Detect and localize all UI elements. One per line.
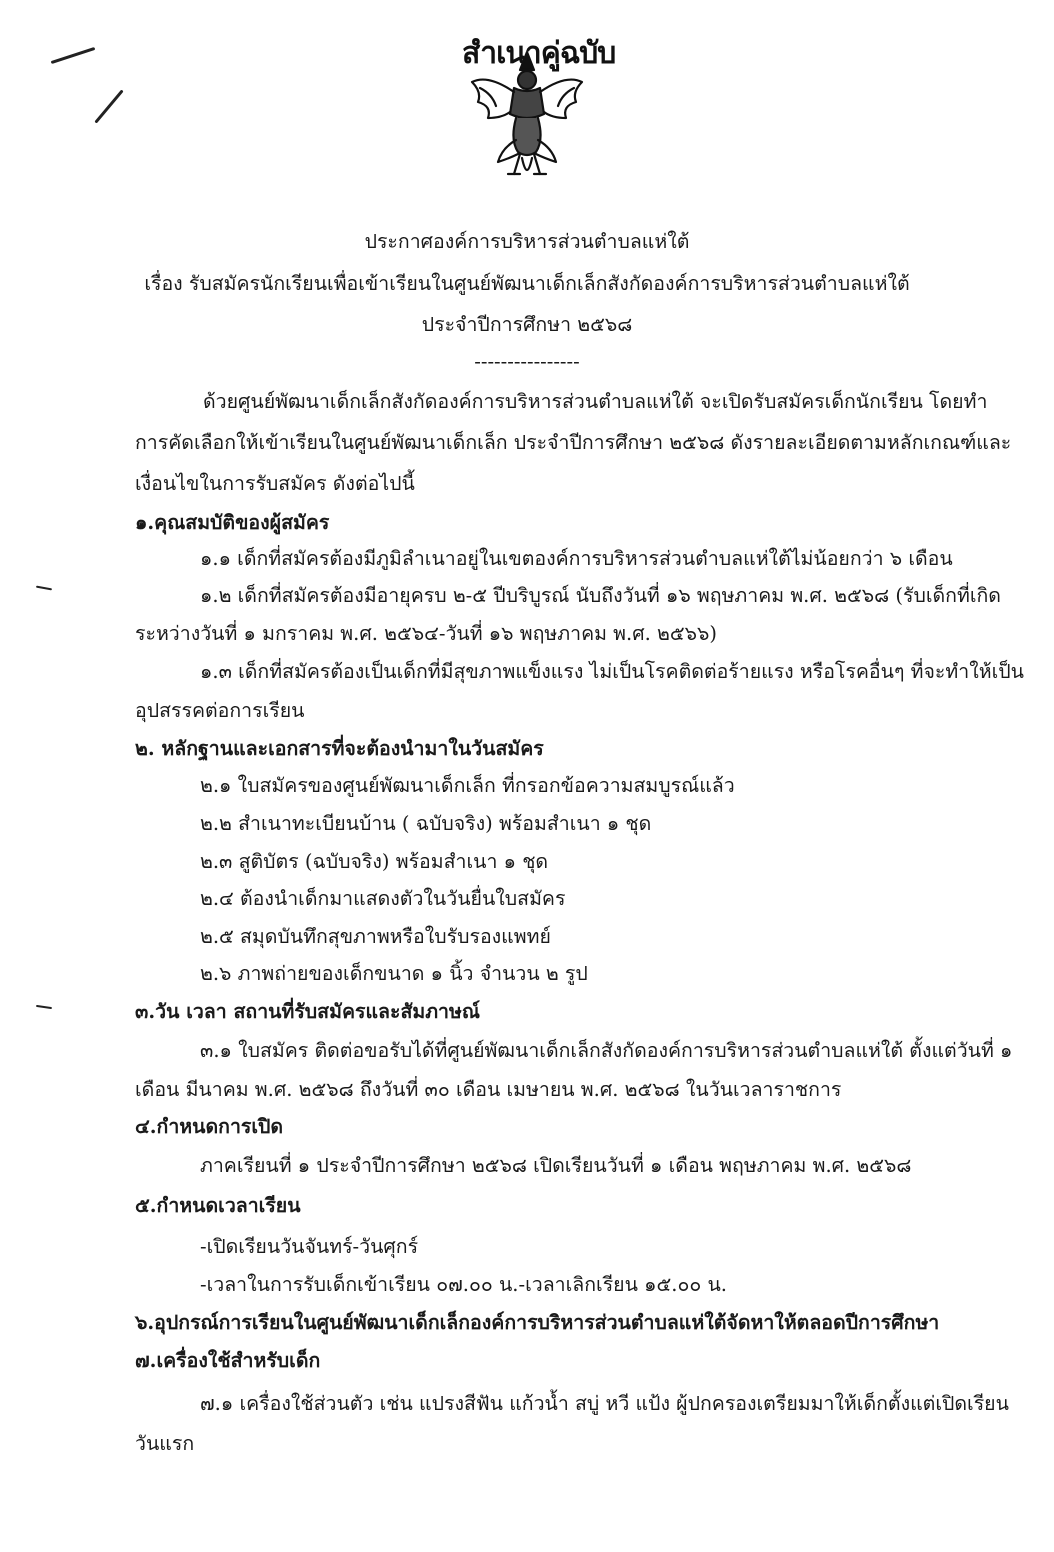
section-item: -เปิดเรียนวันจันทร์-วันศุกร์ <box>200 1235 419 1258</box>
section-item: ๒.๕ สมุดบันทึกสุขภาพหรือใบรับรองแพทย์ <box>200 925 551 948</box>
scan-mark <box>51 47 96 64</box>
section-item: ๓.๑ ใบสมัคร ติดต่อขอรับได้ที่ศูนย์พัฒนาเด็กเล็กสังกัดองค์การบริหารส่วนตำบลแห่ใต้ ตั้งแต่วันที่ ๑ <box>200 1039 1013 1062</box>
section-heading: ๖.อุปกรณ์การเรียนในศูนย์พัฒนาเด็กเล็กองค์การบริหารส่วนตำบลแห่ใต้จัดหาให้ตลอดปีการศึกษา <box>135 1311 940 1334</box>
section-item: ๑.๒ เด็กที่สมัครต้องมีอายุครบ ๒-๕ ปีบริบูรณ์ นับถึงวันที่ ๑๖ พฤษภาคม พ.ศ. ๒๕๖๘ (รับเด็กที่เกิด <box>200 584 1001 607</box>
intro-line: เงื่อนไขในการรับสมัคร ดังต่อไปนี้ <box>135 472 415 495</box>
section-item: ๒.๔ ต้องนำเด็กมาแสดงตัวในวันยื่นใบสมัคร <box>200 887 566 910</box>
intro-line: ด้วยศูนย์พัฒนาเด็กเล็กสังกัดองค์การบริหารส่วนตำบลแห่ใต้ จะเปิดรับสมัครเด็กนักเรียน โดยทำ <box>203 390 988 413</box>
scan-mark <box>94 89 123 123</box>
section-item: ภาคเรียนที่ ๑ ประจำปีการศึกษา ๒๕๖๘ เปิดเรียนวันที่ ๑ เดือน พฤษภาคม พ.ศ. ๒๕๖๘ <box>200 1154 912 1177</box>
copy-stamp-label: สำเนาคู่ฉบับ <box>462 36 616 71</box>
section-heading: ๕.กำหนดเวลาเรียน <box>135 1194 301 1217</box>
scan-mark <box>36 1005 52 1009</box>
scan-mark <box>36 586 52 591</box>
section-item: -เวลาในการรับเด็กเข้าเรียน ๐๗.๐๐ น.-เวลาเลิกเรียน ๑๕.๐๐ น. <box>200 1273 727 1296</box>
section-item: เดือน มีนาคม พ.ศ. ๒๕๖๘ ถึงวันที่ ๓๐ เดือน เมษายน พ.ศ. ๒๕๖๘ ในวันเวลาราชการ <box>135 1078 842 1101</box>
section-heading: ๗.เครื่องใช้สำหรับเด็ก <box>135 1349 321 1372</box>
section-item: ๑.๓ เด็กที่สมัครต้องเป็นเด็กที่มีสุขภาพแข็งแรง ไม่เป็นโรคติดต่อร้ายแรง หรือโรคอื่นๆ ที่จะทำให้เป็น <box>200 660 1024 683</box>
intro-line: การคัดเลือกให้เข้าเรียนในศูนย์พัฒนาเด็กเล็ก ประจำปีการศึกษา ๒๕๖๘ ดังรายละเอียดตามหลักเกณฑ์และ <box>135 431 1012 454</box>
section-item: ระหว่างวันที่ ๑ มกราคม พ.ศ. ๒๕๖๔-วันที่ ๑๖ พฤษภาคม พ.ศ. ๒๕๖๖) <box>135 622 717 645</box>
section-heading: ๔.กำหนดการเปิด <box>135 1115 284 1138</box>
announcement-subject: เรื่อง รับสมัครนักเรียนเพื่อเข้าเรียนในศูนย์พัฒนาเด็กเล็กสังกัดองค์การบริหารส่วนตำบลแห่ใต้ <box>144 272 910 295</box>
header-divider: ---------------- <box>474 350 580 373</box>
section-item: วันแรก <box>135 1432 195 1455</box>
section-heading: ๒. หลักฐานและเอกสารที่จะต้องนำมาในวันสมัคร <box>135 737 544 760</box>
section-item: ๑.๑ เด็กที่สมัครต้องมีภูมิลำเนาอยู่ในเขตองค์การบริหารส่วนตำบลแห่ใต้ไม่น้อยกว่า ๖ เดือน <box>200 547 953 570</box>
section-item: ๒.๒ สำเนาทะเบียนบ้าน ( ฉบับจริง) พร้อมสำเนา ๑ ชุด <box>200 812 652 835</box>
section-heading: ๓.วัน เวลา สถานที่รับสมัครและสัมภาษณ์ <box>135 1000 480 1023</box>
announcement-title: ประกาศองค์การบริหารส่วนตำบลแห่ใต้ <box>364 230 690 253</box>
section-item: ๒.๓ สูติบัตร (ฉบับจริง) พร้อมสำเนา ๑ ชุด <box>200 850 549 873</box>
section-item: อุปสรรคต่อการเรียน <box>135 699 305 722</box>
section-item: ๒.๑ ใบสมัครของศูนย์พัฒนาเด็กเล็ก ที่กรอกข้อความสมบูรณ์แล้ว <box>200 774 735 797</box>
section-item: ๗.๑ เครื่องใช้ส่วนตัว เช่น แปรงสีฟัน แก้วน้ำ สบู่ หวี แป้ง ผู้ปกครองเตรียมมาให้เด็กตั้งแต่เปิดเรียน <box>200 1392 1009 1415</box>
announcement-year: ประจำปีการศึกษา ๒๕๖๘ <box>421 313 633 336</box>
section-heading: ๑.คุณสมบัติของผู้สมัคร <box>135 511 330 534</box>
section-item: ๒.๖ ภาพถ่ายของเด็กขนาด ๑ นิ้ว จำนวน ๒ รูป <box>200 962 588 985</box>
